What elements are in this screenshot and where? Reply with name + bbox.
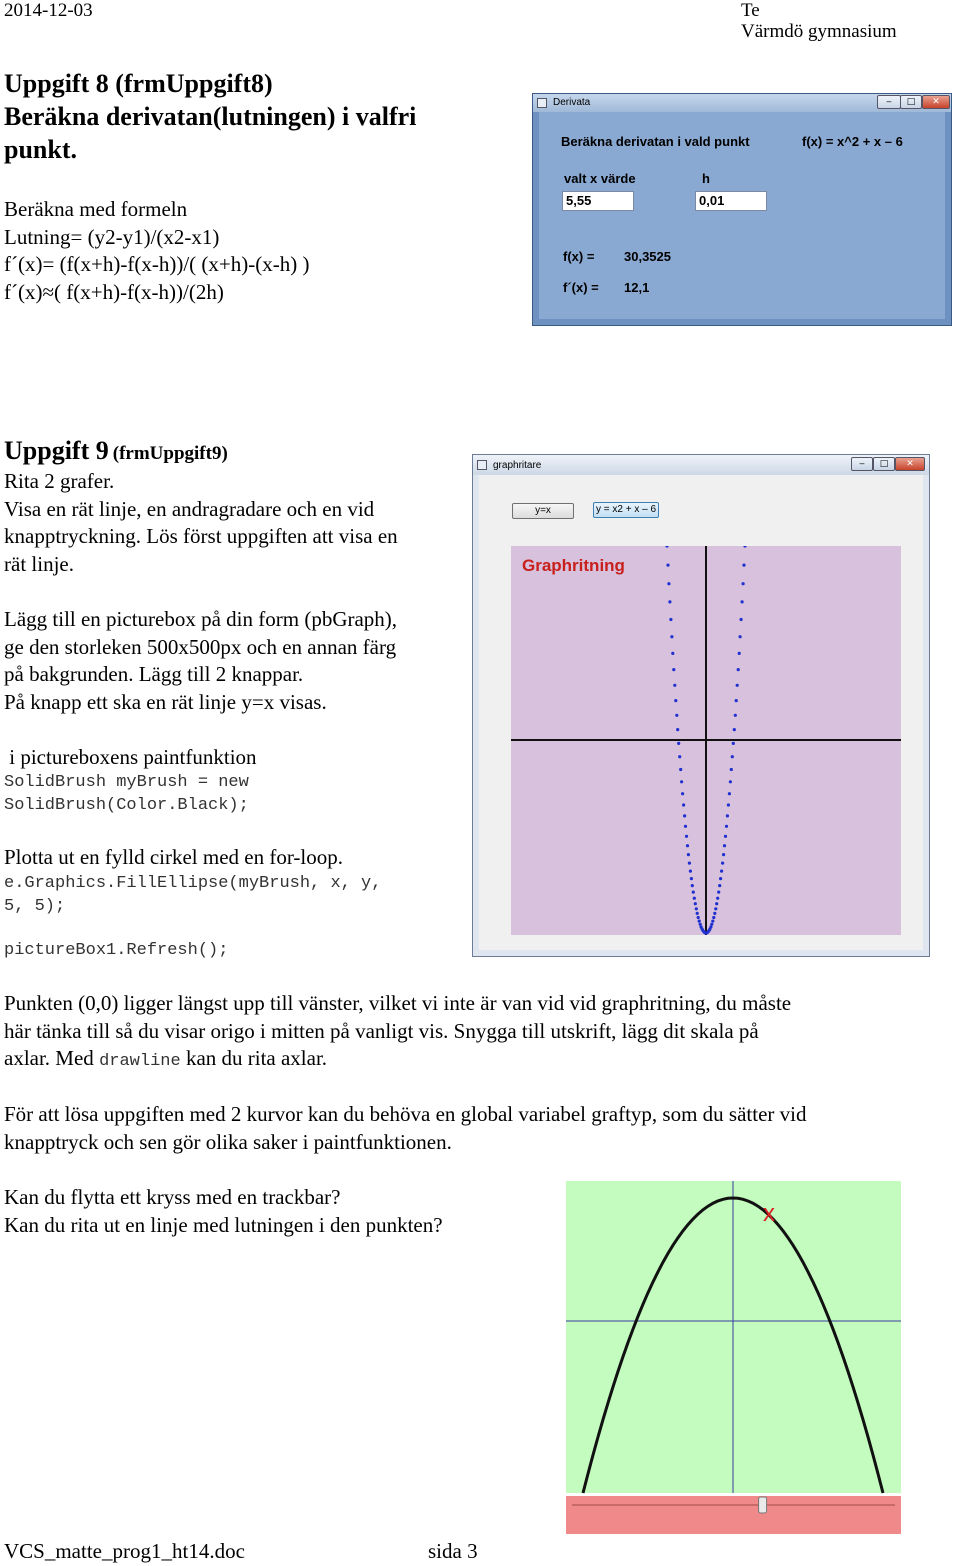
footer-filename: VCS_matte_prog1_ht14.doc — [4, 1539, 245, 1563]
parabola-point — [687, 853, 690, 856]
question-line: Kan du flytta ett kryss med en trackbar? — [4, 1185, 341, 1209]
parabola-point — [735, 699, 738, 702]
parabola-point — [734, 714, 737, 717]
app-icon — [537, 98, 547, 108]
task9-line: Lägg till en picturebox på din form (pbGraph), — [4, 607, 398, 631]
fx-label: f(x) = — [563, 249, 595, 264]
trackbar-thumb[interactable] — [759, 1497, 767, 1513]
para-line: Punkten (0,0) ligger längst upp till vänster, vilket vi inte är van vid vid graphritning, du måste — [4, 991, 792, 1015]
task8-line: Beräkna med formeln — [4, 197, 188, 221]
parabola-point — [737, 668, 740, 671]
cross-marker: x — [763, 1200, 775, 1227]
parabola-point — [730, 768, 733, 771]
task8-line: f´(x)≈( f(x+h)-f(x-h))/(2h) — [4, 279, 224, 304]
parabola-point — [682, 803, 685, 806]
parabola-point — [668, 600, 671, 603]
task9-instructions — [4, 606, 468, 716]
parabola-point — [671, 652, 674, 655]
parabola-point — [711, 920, 714, 923]
dfx-value: 12,1 — [624, 280, 650, 295]
para-text: kan du rita axlar. — [180, 1046, 328, 1070]
parabola-point — [727, 803, 730, 806]
header-school: Värmdö gymnasium — [741, 21, 897, 42]
task9-line: rät linje. — [4, 551, 74, 576]
origin-paragraph — [4, 990, 944, 1076]
para-line: knapptryck och sen gör olika saker i paintfunktionen. — [4, 1129, 452, 1154]
plot-line: Plotta ut en fylld cirkel med en for-loop. — [4, 845, 343, 869]
header-initials: Te — [741, 0, 760, 21]
graph-window — [472, 454, 930, 957]
graph-titlebar — [473, 455, 929, 475]
parabola-point — [685, 835, 688, 838]
task9-heading — [4, 436, 228, 466]
task9-line: ge den storleken 500x500px och en annan färg — [4, 634, 397, 659]
task8-heading-line2: Beräkna derivatan(lutningen) i valfri — [4, 102, 417, 131]
parabola-point — [697, 916, 700, 919]
parabola-point — [712, 916, 715, 919]
parabola-panel — [566, 1181, 901, 1534]
parabola-point — [681, 792, 684, 795]
parabola-point — [719, 877, 722, 880]
header-date: 2014-12-03 — [4, 0, 93, 21]
parabola-point — [698, 920, 701, 923]
app-icon — [477, 460, 487, 470]
task8-heading-line1: Uppgift 8 (frmUppgift8) — [4, 69, 273, 98]
parabola-point — [715, 902, 718, 905]
task9-line: Visa en rät linje, en andragradare och en vid — [4, 496, 375, 521]
code-refresh: pictureBox1.Refresh(); — [4, 941, 229, 960]
paint-line: i pictureboxens paintfunktion — [4, 745, 257, 769]
parabola-point — [724, 835, 727, 838]
parabola-point — [675, 714, 678, 717]
derivata-titlebar — [533, 94, 951, 112]
trackbar[interactable] — [566, 1496, 901, 1534]
parabola-point — [741, 600, 744, 603]
parabola-point — [695, 907, 698, 910]
maximize-icon[interactable]: □ — [900, 95, 922, 109]
close-icon[interactable]: ✕ — [922, 95, 950, 109]
para-line: För att lösa uppgiften med 2 kurvor kan du behöva en global variabel graftyp, som du sätter vid — [4, 1102, 807, 1126]
function-label: f(x) = x^2 + x – 6 — [802, 134, 903, 149]
task8-heading-line3: punkt. — [4, 135, 77, 164]
parabola-point — [728, 792, 731, 795]
code-block-ellipse — [4, 872, 381, 918]
h-value-input[interactable]: 0,01 — [695, 191, 767, 211]
parabola-point — [673, 684, 676, 687]
derivata-client — [539, 112, 945, 319]
parabola-point — [684, 825, 687, 828]
parabola-point — [666, 564, 669, 567]
task9-line: på bakgrunden. Lägg till 2 knappar. — [4, 662, 304, 686]
task9-intro — [4, 468, 468, 578]
parabola-point — [694, 902, 697, 905]
parabola-point — [667, 582, 670, 585]
parabola-point — [718, 884, 721, 887]
para-line — [4, 1045, 944, 1076]
question-line: Kan du rita ut en linje med lutningen i den punkten? — [4, 1212, 443, 1237]
graph-title: graphritare — [493, 460, 542, 471]
parabola-point — [738, 652, 741, 655]
code-line: 5, 5); — [4, 897, 66, 916]
graph-client — [479, 475, 923, 950]
graph-canvas-title: Graphritning — [522, 556, 625, 575]
parabola-point — [713, 912, 716, 915]
parabola-point — [691, 884, 694, 887]
code-line: e.Graphics.FillEllipse(myBrush, x, y, — [4, 874, 382, 893]
task9-heading-form: (frmUppgift9) — [112, 443, 228, 464]
parabola-point — [722, 853, 725, 856]
parabola-point — [688, 862, 691, 865]
parabola-point — [692, 891, 695, 894]
parabola-point — [696, 912, 699, 915]
footer-page: sida 3 — [428, 1539, 478, 1563]
para-text: axlar. Med — [4, 1046, 100, 1070]
parabola-point — [740, 618, 743, 621]
parabola-point — [710, 923, 713, 926]
parabola-point — [717, 891, 720, 894]
parabola-point — [720, 870, 723, 873]
parabola-point — [721, 862, 724, 865]
para-line: här tänka till så du visar origo i mitten på vanligt vis. Snygga till utskrift, lägg dit skala på — [4, 1018, 759, 1043]
code-block-brush — [4, 771, 249, 817]
x-value-input[interactable]: 5,55 — [562, 191, 634, 211]
task8-heading — [4, 67, 524, 166]
task9-line: knapptryckning. Lös först uppgiften att visa en — [4, 524, 398, 548]
parabola-point — [714, 907, 717, 910]
parabola-point — [686, 844, 689, 847]
h-label: h — [702, 171, 710, 186]
parabola-point — [723, 844, 726, 847]
dfx-label: f´(x) = — [563, 280, 599, 295]
parabola-point — [669, 618, 672, 621]
task9-line: Rita 2 grafer. — [4, 469, 115, 493]
close-icon[interactable]: ✕ — [895, 457, 925, 471]
trackbar-questions — [4, 1184, 544, 1239]
parabola-point — [679, 768, 682, 771]
parabola-point — [678, 755, 681, 758]
maximize-icon[interactable]: □ — [873, 457, 895, 471]
parabola-point — [674, 699, 677, 702]
parabola-point — [693, 897, 696, 900]
parabola-point — [732, 742, 735, 745]
parabola-point — [716, 897, 719, 900]
linear-button[interactable]: y=x — [512, 503, 574, 519]
parabola-point — [726, 814, 729, 817]
parabola-point — [733, 728, 736, 731]
global-var-paragraph — [4, 1101, 944, 1156]
code-line: SolidBrush(Color.Black); — [4, 796, 249, 815]
parabola-point — [742, 564, 745, 567]
minimize-icon[interactable]: ‒ — [851, 457, 873, 471]
parabola-point — [672, 668, 675, 671]
parabola-point — [729, 780, 732, 783]
parabola-point — [683, 814, 686, 817]
parabola-point — [676, 728, 679, 731]
parabola-point — [689, 870, 692, 873]
parabola-point — [680, 780, 683, 783]
parabola-point — [731, 755, 734, 758]
parabola-point — [739, 635, 742, 638]
derivata-window — [532, 93, 952, 326]
task9-heading-main: Uppgift 9 — [4, 436, 109, 465]
graph-picturebox — [511, 546, 901, 935]
minimize-icon[interactable]: ‒ — [877, 95, 901, 109]
parabola-point — [670, 635, 673, 638]
parabola-point — [677, 742, 680, 745]
derivata-title: Derivata — [553, 97, 591, 108]
parabola-point — [742, 582, 745, 585]
x-value-label: valt x värde — [564, 171, 636, 186]
code-line: SolidBrush myBrush = new — [4, 773, 249, 792]
fx-value: 30,3525 — [624, 249, 671, 264]
task8-line: Lutning= (y2-y1)/(x2-x1) — [4, 224, 220, 249]
parabola-point — [725, 825, 728, 828]
parabola-point — [690, 877, 693, 880]
task8-line: f´(x)= (f(x+h)-f(x-h))/( (x+h)-(x-h) ) — [4, 252, 310, 276]
task8-formula-block — [4, 196, 524, 306]
derivata-heading: Beräkna derivatan i vald punkt — [561, 134, 750, 149]
task9-line: På knapp ett ska en rät linje y=x visas. — [4, 689, 327, 714]
quadratic-button[interactable]: y = x2 + x – 6 — [593, 502, 659, 518]
parabola-point — [736, 684, 739, 687]
drawline-code: drawline — [99, 1052, 181, 1071]
